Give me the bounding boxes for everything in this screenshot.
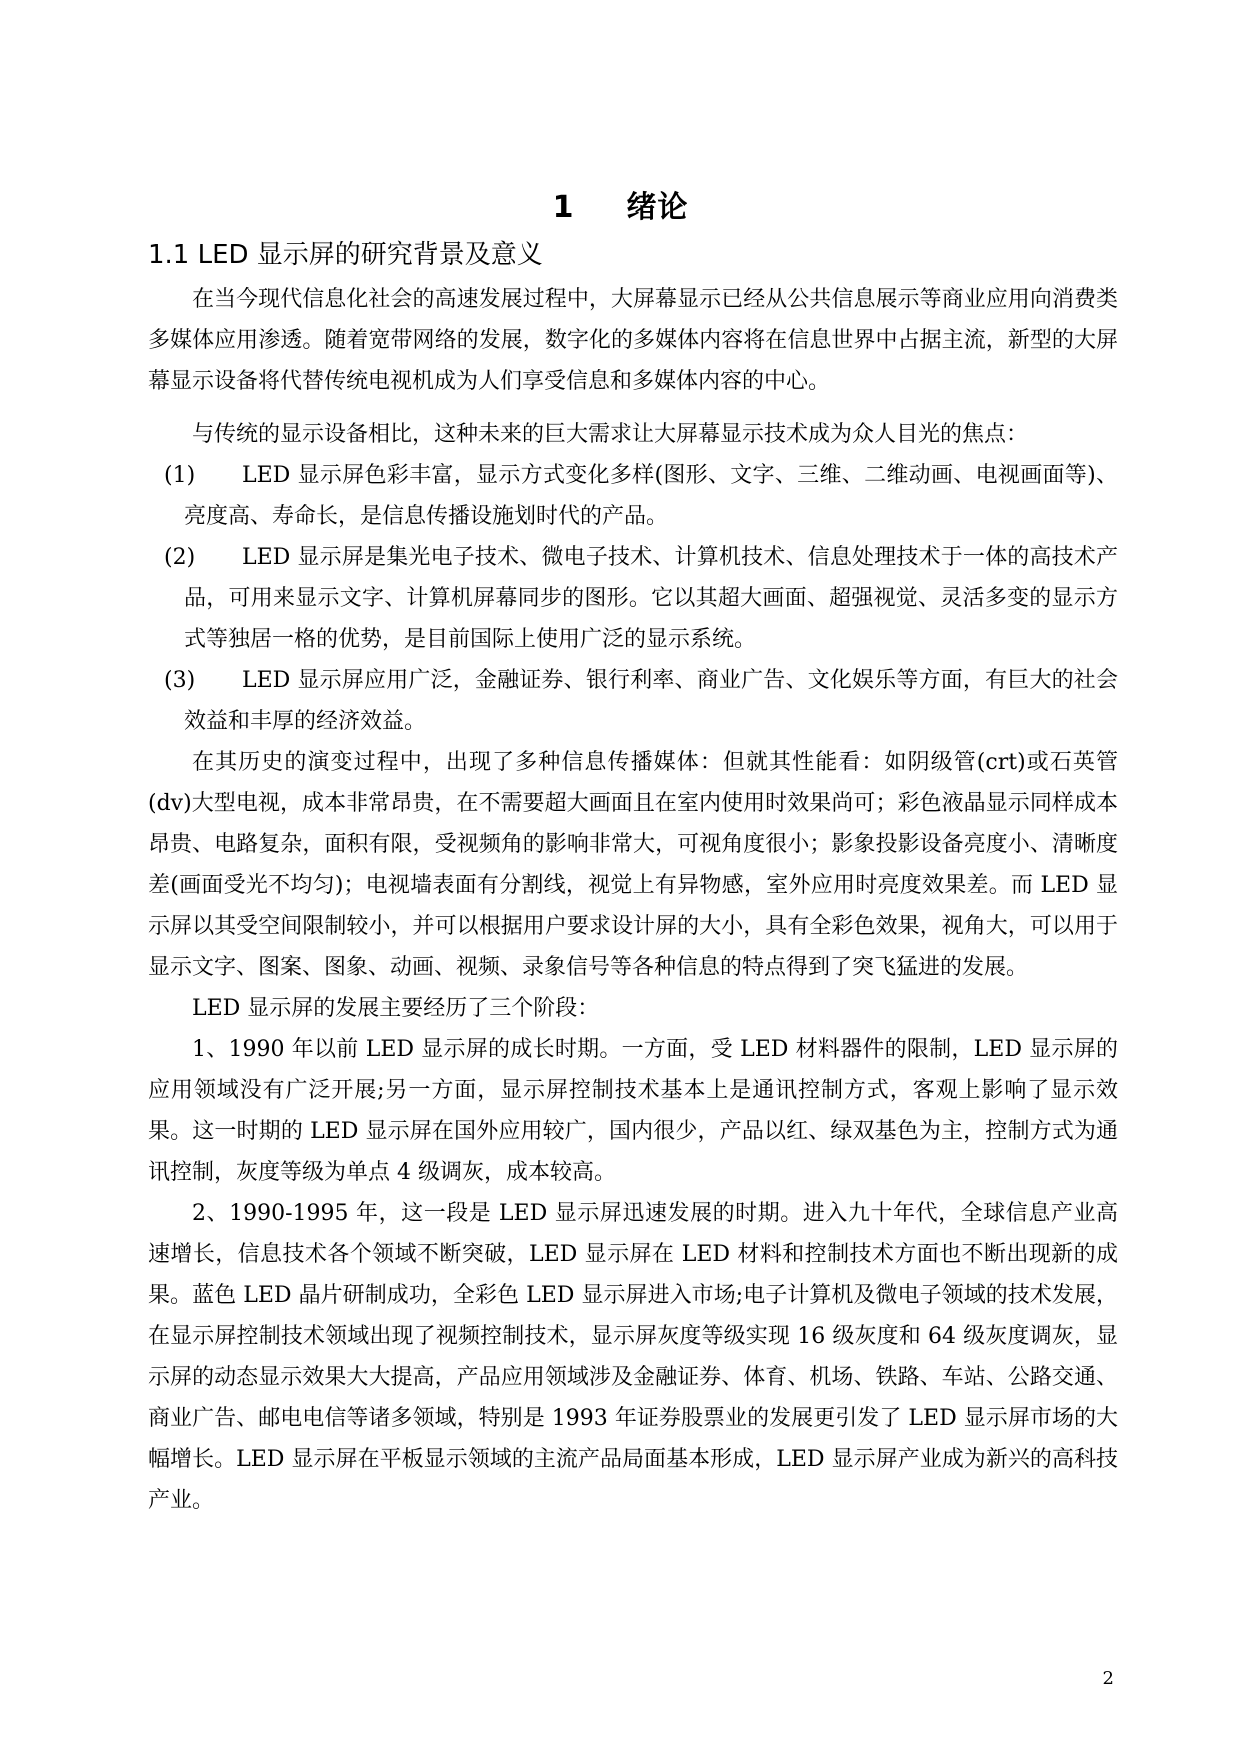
document-body bbox=[148, 279, 1118, 1521]
chapter-title bbox=[0, 188, 1241, 228]
paragraph-comparison: 与传统的显示设备相比，这种未来的巨大需求让大屏幕显示技术成为众人目光的焦点： bbox=[192, 422, 1029, 447]
list-marker: (2) bbox=[164, 545, 196, 570]
page-number: 2 bbox=[1102, 1668, 1114, 1689]
list-marker: (1) bbox=[164, 463, 196, 488]
paragraph-history: 在其历史的演变过程中，出现了多种信息传播媒体：但就其性能看：如阴级管(crt)或石英管(dv)大型电视，成本非常昂贵，在不需要超大画面且在室内使用时效果尚可；彩色液晶显示同样成本昂贵、电路复杂，面积有限，受视频角的影响非常大，可视角度很小；影象投影设备亮度小、清晰度差(画面受光不均匀)；电视墙表面有分割线，视觉上有异物感，室外应用时亮度效果差。而 LED 显示屏以其受空间限制较小，并可以根据用户要求设计屏的大小，具有全彩色效果，视角大，可以用于显示文字、图案、图象、动画、视频、录象信号等各种信息的特点得到了突飞猛进的发展。 bbox=[148, 750, 1118, 980]
paragraph-stages-intro: LED 显示屏的发展主要经历了三个阶段： bbox=[192, 996, 600, 1021]
chapter-number: 1 bbox=[552, 190, 575, 225]
chapter-title-text: 绪论 bbox=[626, 190, 689, 225]
list-item-1 bbox=[148, 455, 1118, 537]
paragraph-stage-1: 1、1990 年以前 LED 显示屏的成长时期。一方面，受 LED 材料器件的限制，LED 显示屏的应用领域没有广泛开展;另一方面，显示屏控制技术基本上是通讯控制方式，客观上影响了显示效果。这一时期的 LED 显示屏在国外应用较广，国内很少，产品以红、绿双基色为主，控制方式为通讯控制，灰度等级为单点 4 级调灰，成本较高。 bbox=[148, 1037, 1118, 1185]
list-item-text: LED 显示屏应用广泛，金融证券、银行利率、商业广告、文化娱乐等方面，有巨大的社会效益和丰厚的经济效益。 bbox=[184, 668, 1118, 734]
list-item-3 bbox=[148, 660, 1118, 742]
list-item-2 bbox=[148, 537, 1118, 660]
list-marker: (3) bbox=[164, 668, 196, 693]
paragraph-intro: 在当今现代信息化社会的高速发展过程中，大屏幕显示已经从公共信息展示等商业应用向消费类多媒体应用渗透。随着宽带网络的发展，数字化的多媒体内容将在信息世界中占据主流，新型的大屏幕显示设备将代替传统电视机成为人们享受信息和多媒体内容的中心。 bbox=[148, 287, 1118, 394]
list-item-text: LED 显示屏色彩丰富，显示方式变化多样(图形、文字、三维、二维动画、电视画面等)、亮度高、寿命长，是信息传播设施划时代的产品。 bbox=[184, 463, 1118, 529]
paragraph-stage-2: 2、1990-1995 年，这一段是 LED 显示屏迅速发展的时期。进入九十年代，全球信息产业高速增长，信息技术各个领域不断突破，LED 显示屏在 LED 材料和控制技术方面也不断出现新的成果。蓝色 LED 晶片研制成功，全彩色 LED 显示屏进入市场;电子计算机及微电子领域的技术发展，在显示屏控制技术领域出现了视频控制技术，显示屏灰度等级实现 16 级灰度和 64 级灰度调灰，显示屏的动态显示效果大大提高，产品应用领域涉及金融证券、体育、机场、铁路、车站、公路交通、商业广告、邮电电信等诸多领域，特别是 1993 年证券股票业的发展更引发了 LED 显示屏市场的大幅增长。LED 显示屏在平板显示领域的主流产品局面基本形成，LED 显示屏产业成为新兴的高科技产业。 bbox=[148, 1201, 1118, 1513]
section-title: 1.1 LED 显示屏的研究背景及意义 bbox=[148, 240, 543, 270]
list-item-text: LED 显示屏是集光电子技术、微电子技术、计算机技术、信息处理技术于一体的高技术产品，可用来显示文字、计算机屏幕同步的图形。它以其超大画面、超强视觉、灵活多变的显示方式等独居一格的优势，是目前国际上使用广泛的显示系统。 bbox=[184, 545, 1118, 652]
